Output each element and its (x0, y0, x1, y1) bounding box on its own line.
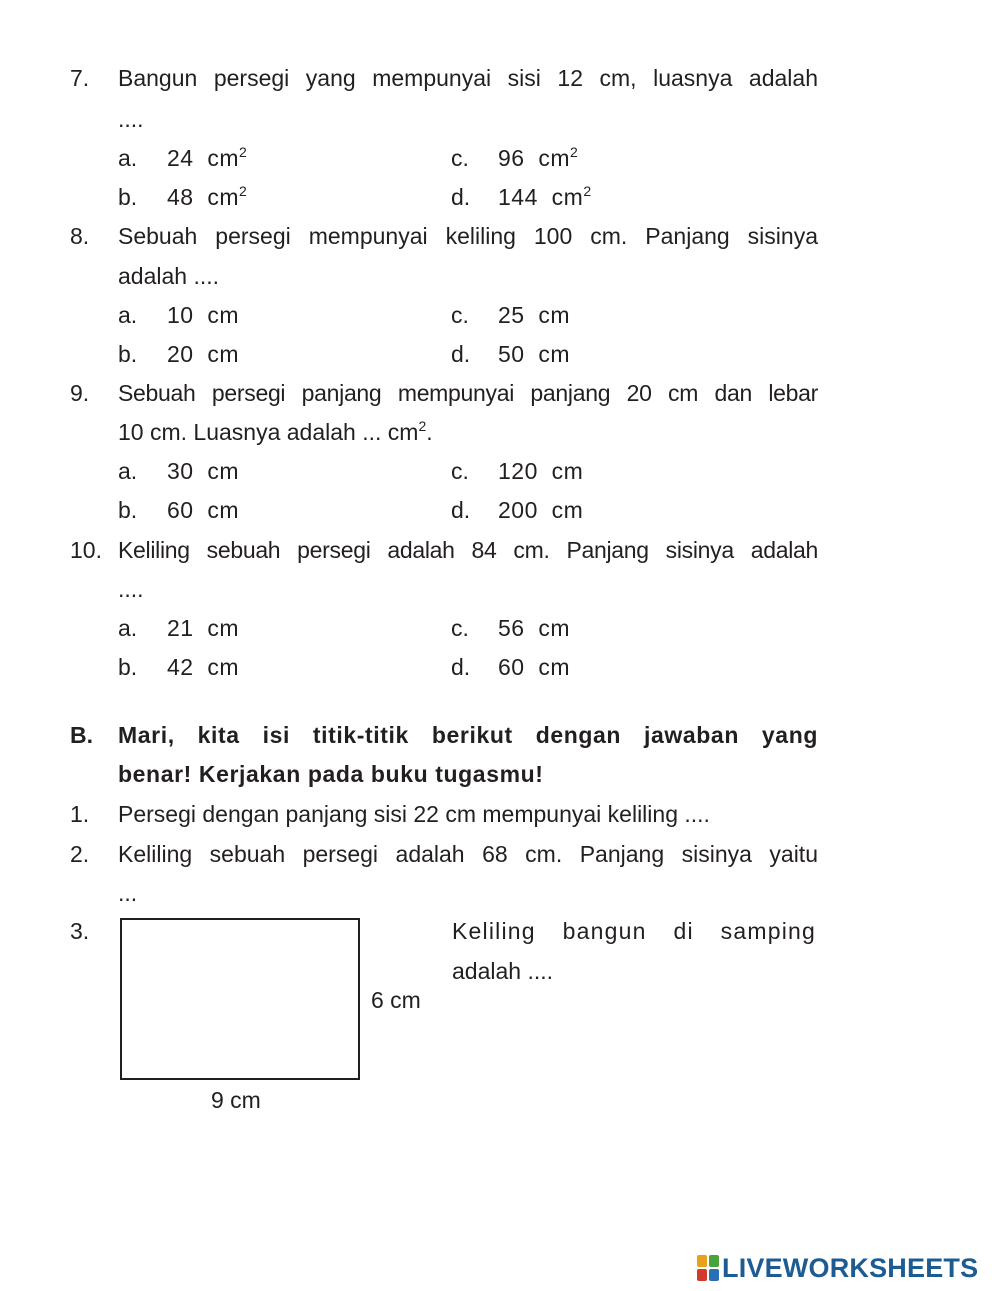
question-number: 7. (70, 65, 90, 91)
question-text: Sebuah persegi panjang mempunyai panjang 20 cm dan lebar (118, 380, 818, 406)
option-b: 20 cm (167, 341, 240, 367)
option-c: 25 cm (498, 302, 571, 328)
option-b-letter: b. (118, 341, 138, 367)
option-b-letter: b. (118, 654, 138, 680)
item-text-continued: ... (118, 880, 138, 906)
option-c-letter: c. (451, 302, 469, 328)
item-number: 1. (70, 801, 90, 827)
item-text: Keliling bangun di samping (452, 918, 816, 944)
option-d: 144 $cm^2$ (498, 183, 592, 210)
option-d-letter: d. (451, 184, 471, 210)
option-b-letter: b. (118, 497, 138, 523)
option-c-letter: c. (451, 145, 469, 171)
question-number: 10. (70, 537, 102, 563)
option-d: 200 cm (498, 497, 584, 523)
option-d: 60 cm (498, 654, 571, 680)
option-c-letter: c. (451, 615, 469, 641)
section-letter: B. (70, 722, 93, 748)
option-a: 24 $cm^2$ (167, 144, 248, 171)
option-d-letter: d. (451, 654, 471, 680)
question-number: 9. (70, 380, 90, 406)
option-b-letter: b. (118, 184, 138, 210)
option-a: 30 cm (167, 458, 240, 484)
option-a-letter: a. (118, 458, 138, 484)
option-c-letter: c. (451, 458, 469, 484)
option-d-letter: d. (451, 341, 471, 367)
liveworksheets-logo-icon (697, 1255, 719, 1281)
question-text-continued: .... (118, 576, 144, 602)
question-text: Bangun persegi yang mempunyai sisi 12 cm, luasnya adalah (118, 65, 818, 91)
option-a-letter: a. (118, 145, 138, 171)
option-a: 10 cm (167, 302, 240, 328)
option-c: 96 $cm^2$ (498, 144, 579, 171)
item-text-continued: adalah .... (452, 958, 554, 984)
liveworksheets-logo (697, 1253, 978, 1283)
rectangle-figure (120, 918, 360, 1080)
item-text: Keliling sebuah persegi adalah 68 cm. Panjang sisinya yaitu (118, 841, 818, 867)
rectangle-width-label: 9 cm (211, 1087, 261, 1113)
option-a: 21 cm (167, 615, 240, 641)
option-d: 50 cm (498, 341, 571, 367)
question-text: Sebuah persegi mempunyai keliling 100 cm. Panjang sisinya (118, 223, 818, 249)
option-d-letter: d. (451, 497, 471, 523)
rectangle-height-label: 6 cm (371, 987, 421, 1013)
item-number: 2. (70, 841, 90, 867)
item-text: Persegi dengan panjang sisi 22 cm mempunyai keliling .... (118, 801, 710, 827)
option-b: 60 cm (167, 497, 240, 523)
option-a-letter: a. (118, 615, 138, 641)
item-number: 3. (70, 918, 90, 944)
option-a-letter: a. (118, 302, 138, 328)
option-b: 48 $cm^2$ (167, 183, 248, 210)
option-b: 42 cm (167, 654, 240, 680)
question-text-continued: 10 cm. Luasnya adalah ... $cm^2$. (118, 418, 433, 445)
option-c: 56 cm (498, 615, 571, 641)
section-heading: Mari, kita isi titik-titik berikut dengan jawaban yang (118, 722, 818, 748)
option-c: 120 cm (498, 458, 584, 484)
question-text-continued: adalah .... (118, 263, 220, 289)
question-number: 8. (70, 223, 90, 249)
question-text-continued: .... (118, 106, 144, 132)
section-heading-continued: benar! Kerjakan pada buku tugasmu! (118, 761, 544, 787)
question-text: Keliling sebuah persegi adalah 84 cm. Panjang sisinya adalah (118, 537, 818, 563)
brand-name: LIVEWORKSHEETS (722, 1252, 979, 1283)
